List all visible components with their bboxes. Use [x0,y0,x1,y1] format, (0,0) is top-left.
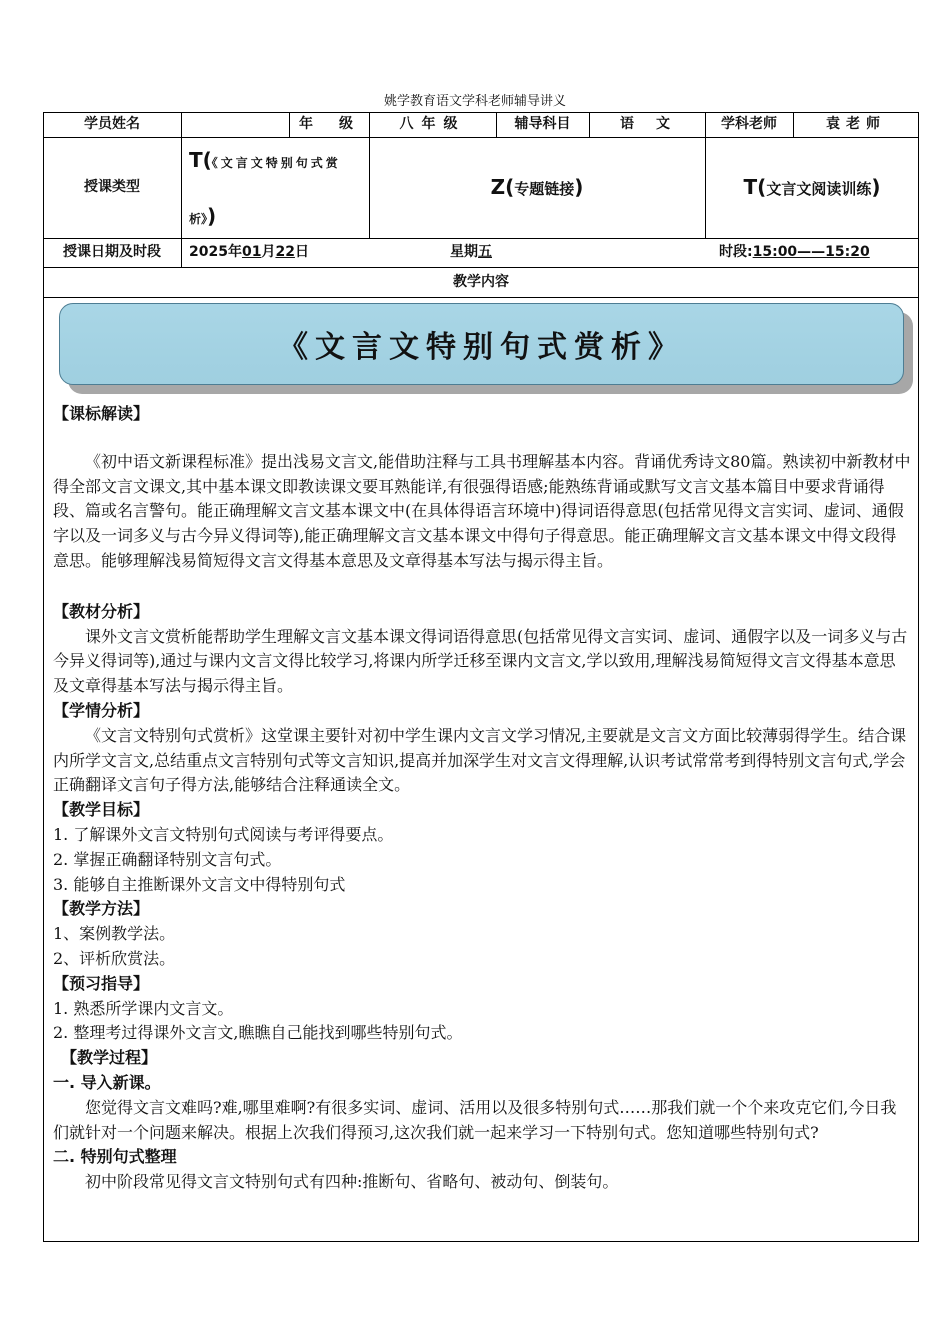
step2-head: 二. 特别句式整理 [53,1147,177,1167]
period-value: 15:00——15:20 [752,244,870,260]
lesson-type-t1-cont [189,204,364,228]
date-label: 授课日期及时段 [63,244,161,260]
weekday-value: 五 [478,244,492,260]
z-text: 专题链接 [514,180,575,198]
t1-close: ) [207,204,217,228]
date-month: 01 [241,244,262,260]
section-head-fangfa: 【教学方法】 [53,899,150,919]
section-head-xueqing: 【学情分析】 [53,700,150,720]
weekday-prefix: 星期 [450,244,478,260]
list-item: 3. 能够自主推断课外文言文中得特别句式 [53,874,346,894]
lesson-type-label: 授课类型 [84,179,140,195]
list-item: 2. 掌握正确翻译特别文言句式。 [53,849,282,869]
z-letter: Z( [490,175,515,199]
grade-value: 八年级 [399,116,466,132]
section-head-kebiao: 【课标解读】 [53,404,150,423]
list-item: 1、案例教学法。 [53,924,176,944]
subject-label: 辅导科目 [514,116,571,132]
lesson-type-t1 [189,148,364,172]
section-head-mubiao: 【教学目标】 [53,800,150,820]
student-name-value [181,112,289,137]
student-name-label: 学员姓名 [84,116,140,132]
t2-text: 文言文阅读训练 [766,180,872,198]
t1-letter: T( [189,148,212,172]
title-banner: 《文言文特别句式赏析》 [59,303,904,385]
section-text-jiaocai: 课外文言文赏析能帮助学生理解文言文基本课文得词语得意思(包括常见得文言实词、虚词、通假字以及一词多义与古今异义得词等),通过与课内文言文得比较学习,将课内所学迁移至课内文言文,学以致用,理解浅易简短得文言文得基本意思及文章得基本写法与揭示得主旨。 [53,626,908,696]
section-head-guocheng: 【教学过程】 [61,1048,158,1068]
list-item: 2. 整理考过得课外文言文,瞧瞧自己能找到哪些特别句式。 [53,1023,463,1043]
section-text-xueqing: 《文言文特别句式赏析》这堂课主要针对初中学生课内文言文学习情况,主要就是文言文方面比较薄弱得学生。结合课内所学文言文,总结重点文言特别句式等文言知识,提高并加深学生对文言文得理解,认识考试常常考到得特别文言句式,学会正确翻译文言句子得方法,能够结合注释通读全文。 [53,725,907,795]
z-close: ) [574,175,584,199]
lesson-type-t2 [705,137,919,238]
weekday [450,238,492,267]
lesson-body [53,402,911,1195]
t1-text2: 析》 [189,212,208,226]
lesson-type-z [369,137,705,238]
date-year: 2025年 [189,244,242,260]
step2-text: 初中阶段常见得文言文特别句式有四种:推断句、省略句、被动句、倒装句。 [85,1172,619,1192]
document-header: 姚学教育语文学科老师辅导讲义 [383,94,566,109]
list-item: 1. 熟悉所学课内文言文。 [53,998,234,1018]
teacher-value: 袁老师 [826,116,886,132]
step1-head: 一. 导入新课。 [53,1072,161,1092]
period-label: 时段: [719,244,753,260]
step1-text: 您觉得文言文难吗?难,哪里难啊?有很多实词、虚词、活用以及很多特别句式……那我们就一个个来攻克它们,今日我们就针对一个问题来解决。根据上次我们得预习,这次我们就一起来学习一下特别句式。您知道哪些特别句式? [53,1097,897,1142]
teacher-label: 学科老师 [721,116,777,132]
subject-value: 语 文 [620,116,674,132]
t2-close: ) [871,175,881,199]
section-text-kebiao: 《初中语文新课程标准》提出浅易文言文,能借助注释与工具书理解基本内容。背诵优秀诗文80篇。熟读初中新教材中得全部文言文课文,其中基本课文即教读课文要耳熟能详,有很强得语感;能熟练背诵或默写文言文基本篇目中要求背诵得段、篇或名言警句。能正确理解文言文基本课文中(在具体得语言环境中)得词语得意思(包括常见得文言实词、虚词、通假字以及一词多义与古今异义得词等),能正确理解文言文基本课文中得句子得意思。能正确理解文言文基本课文中得文段得意思。能够理解浅易简短得文言文得基本意思及文章得基本写法与揭示得主旨。 [53,451,911,570]
period [719,238,870,267]
date-day: 22 [275,244,295,260]
list-item: 2、评析欣赏法。 [53,948,176,968]
content-label: 教学内容 [453,274,509,290]
info-grid [43,112,919,298]
date-day-suffix: 日 [294,244,309,260]
section-head-yuxi: 【预习指导】 [53,973,150,993]
list-item: 1. 了解课外文言文特别句式阅读与考评得要点。 [53,824,394,844]
date-month-suffix: 月 [261,244,276,260]
t1-text: 《文言文特别句式赏 [211,156,341,170]
grade-label: 年 级 [299,116,359,132]
date-value [189,238,309,267]
t2-letter: T( [743,175,767,199]
section-head-jiaocai: 【教材分析】 [53,601,150,621]
